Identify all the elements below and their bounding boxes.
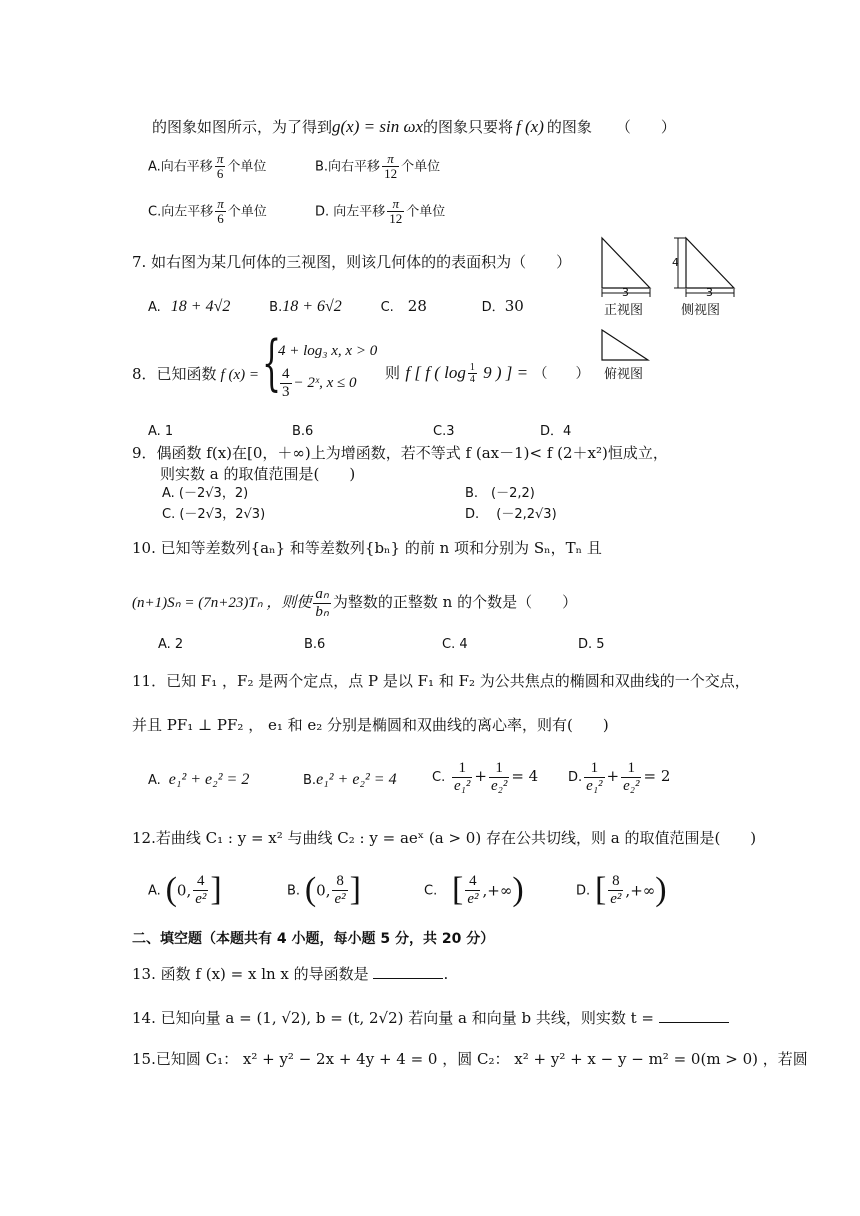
top-view-label: 俯视图 — [604, 367, 644, 382]
q12-option-d: D. [ $\frac{8}{\text{e²}}$ ,+∞) — [576, 871, 667, 908]
q11-line2: 并且 PF₁ ⊥ PF₂ ， e₁ 和 e₂ 分别是椭圆和双曲线的离心率，则有( ) — [132, 716, 609, 734]
q6-option-b: B.向右平移 $\frac{\pi}{12}$ 个单位 — [315, 151, 441, 182]
dim-side-4: 4 — [672, 256, 679, 269]
q13: 13. 函数 f (x) = x ln x 的导函数是 . — [132, 965, 449, 983]
q11-option-a: A. e₁² + e₂² = 2 — [148, 771, 250, 788]
q11-option-d: D. $\frac{1}{\text{e₁²}}$ + $\frac{1}{\text{e₂²}}$ = 2 — [568, 760, 671, 794]
q14: 14. 已知向量 a = (1, √2), b = (t, 2√2) 若向量 a 和向量 b 共线，则实数 t = — [132, 1008, 729, 1027]
q12-option-c: C. [ $\frac{4}{\text{e²}}$ ,+∞) — [424, 871, 524, 908]
front-view-shape — [602, 238, 650, 288]
q10-option-d: D. 5 — [578, 637, 605, 652]
q10-line2: (n+1)Sₙ = (7n+23)Tₙ ，则使 $\frac{\text{aₙ}}{\text{bₙ}}$ 为整数的正整数 n 的个数是（ ） — [132, 586, 578, 620]
q7-stem: 7. 如右图为某几何体的三视图，则该几何体的的表面积为（ ） — [132, 253, 572, 271]
q15: 15.已知圆 C₁： x² + y² − 2x + 4y + 4 = 0 ，圆 C₂： x² + y² + x − y − m² = 0(m > 0) ，若圆 — [132, 1050, 808, 1068]
dim-side-3: 3 — [706, 286, 713, 299]
q14-answer-blank[interactable] — [659, 1008, 729, 1023]
q8-expr: 则 f [ f ( log $\frac{1}{4}$ 9 ) ] = （ ） — [385, 362, 590, 385]
q8-case2: $\frac{4}{3}$ − 2ˣ, x ≤ 0 — [282, 366, 357, 400]
q13-answer-blank[interactable] — [373, 964, 443, 979]
q9-option-c: C. (－2√3，2√3) — [162, 507, 266, 522]
q9-option-a: A. (－2√3，2) — [162, 486, 249, 501]
q8-option-b: B.6 — [292, 424, 314, 439]
q8-option-a: A. 1 — [148, 424, 174, 439]
q12-option-b: B. (0, $\frac{8}{\text{e²}}$ ] — [287, 871, 361, 908]
q10-option-a: A. 2 — [158, 637, 184, 652]
q7-options: A. 18 + 4√2 B.18 + 6√2 C. 28 D．30 — [148, 297, 524, 315]
front-view-label: 正视图 — [604, 303, 644, 318]
q11-option-c: C. $\frac{1}{\text{e₁²}}$ + $\frac{1}{\text{e₂²}}$ = 4 — [432, 760, 539, 794]
q9-line1: 9．偶函数 f(x)在[0，＋∞)上为增函数，若不等式 f (ax－1)< f (2＋x²)恒成立， — [132, 444, 668, 462]
side-view-shape — [686, 238, 734, 288]
q12-option-a: A. (0, $\frac{4}{\text{e²}}$ ] — [148, 871, 222, 908]
q6-option-a: A.向右平移 $\frac{\pi}{6}$ 个单位 — [148, 151, 267, 182]
side-view-label: 侧视图 — [681, 303, 721, 318]
q8-option-c: C.3 — [433, 424, 455, 439]
q10-line1: 10. 已知等差数列{aₙ} 和等差数列{bₙ} 的前 n 项和分别为 Sₙ，Tₙ 且 — [132, 539, 602, 557]
q8-brace: { — [262, 328, 282, 398]
q9-option-b: B. (－2,2) — [465, 486, 535, 501]
dim-front-3: 3 — [622, 286, 629, 299]
section-2-heading: 二、填空题（本题共有 4 小题，每小题 5 分，共 20 分） — [132, 931, 495, 947]
q6-option-c: C.向左平移 $\frac{\pi}{6}$ 个单位 — [148, 196, 267, 227]
q10-option-c: C. 4 — [442, 637, 468, 652]
q9-line2: 则实数 a 的取值范围是( ) — [160, 465, 356, 483]
q6-option-d: D. 向左平移 $\frac{\pi}{12}$ 个单位 — [315, 196, 446, 227]
top-view-shape — [602, 330, 648, 360]
q11-option-b: B.e₁² + e₂² = 4 — [303, 771, 397, 788]
q6-stem: 的图象如图所示，为了得到g(x) = sin ωx的图象只要将 f (x) 的图象 （ ） — [152, 117, 676, 136]
q12-line1: 12.若曲线 C₁ : y = x² 与曲线 C₂ : y = aeˣ (a > 0) 存在公共切线，则 a 的取值范围是( ) — [132, 829, 757, 847]
q8-stem: 8．已知函数 f (x) = — [132, 365, 259, 383]
q8-option-d: D．4 — [540, 424, 572, 439]
q11-line1: 11．已知 F₁ ，F₂ 是两个定点，点 P 是以 F₁ 和 F₂ 为公共焦点的椭圆和双曲线的一个交点， — [132, 672, 750, 690]
q10-option-b: B.6 — [304, 637, 326, 652]
q8-case1: 4 + log₃ x, x > 0 — [278, 343, 378, 359]
q9-option-d: D. (－2,2√3) — [465, 507, 557, 522]
